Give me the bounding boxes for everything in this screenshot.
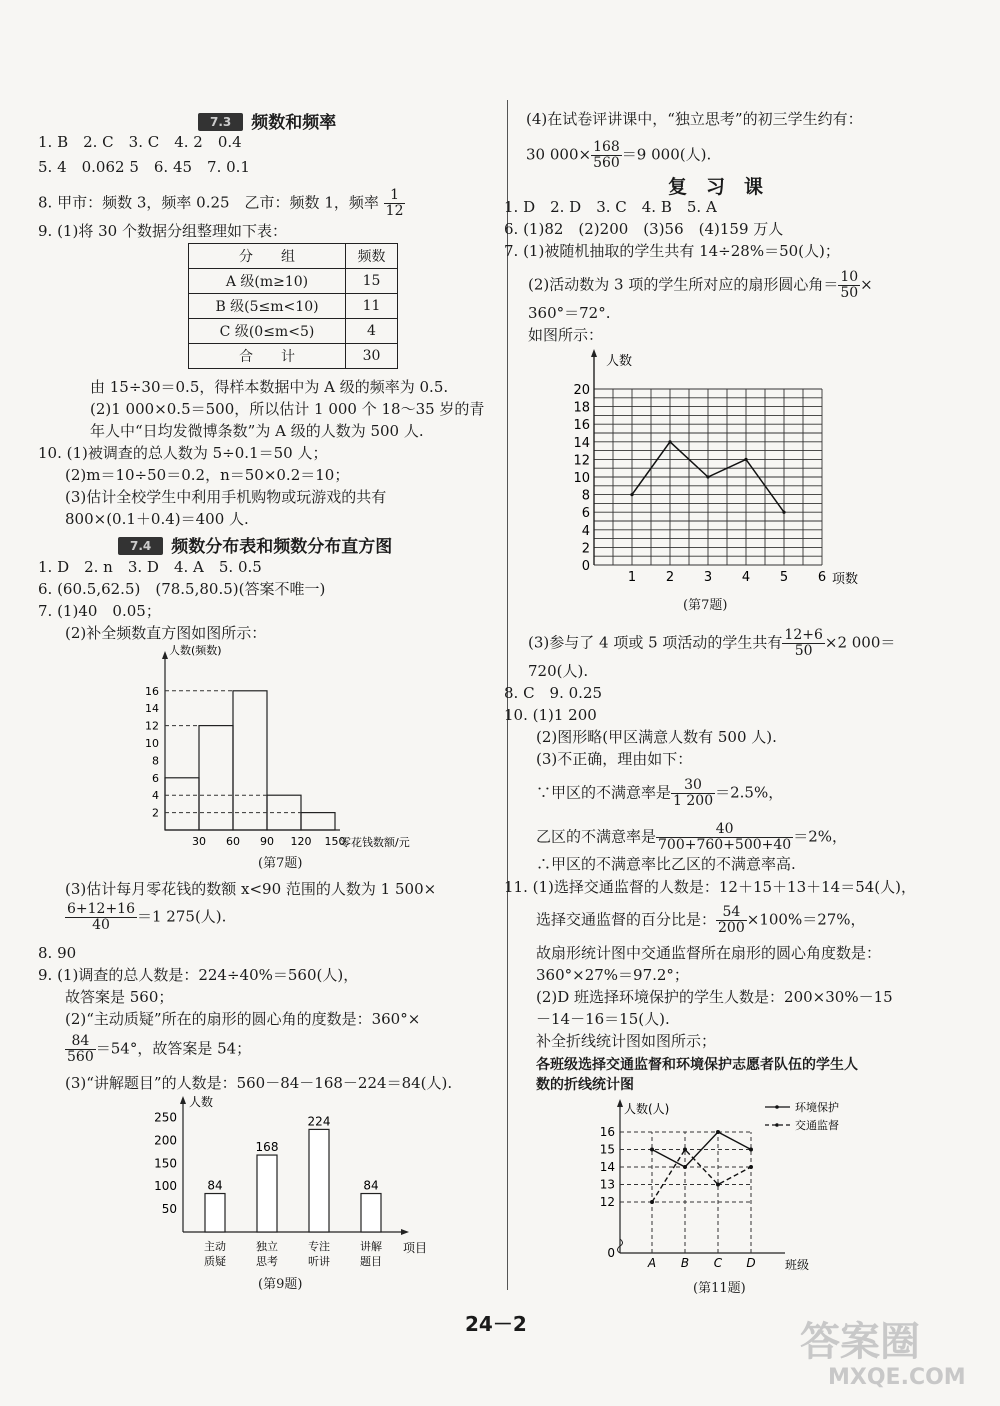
answer-line: 800×(0.1＋0.4)＝400 人. [65,510,249,528]
y-tick-label: 16 [599,1125,615,1139]
data-point [683,1148,687,1152]
y-tick-label: 12 [573,453,590,469]
y-tick-label: 12 [145,719,159,733]
chart-title: 各班级选择交通监督和环境保护志愿者队伍的学生人 [536,1057,858,1073]
series-line [652,1132,751,1167]
y-axis-arrow [162,651,168,659]
chart-title: 数的折线统计图 [536,1077,634,1093]
data-point [744,458,747,461]
answer-line [38,188,405,219]
answer-line: 由 15÷30＝0.5，得样本数据中为 A 级的频率为 0.5. [90,378,449,396]
line-chart-q7 [560,345,890,595]
numerator: 54 [716,905,747,921]
answer-line [528,270,873,301]
bar-value-label: 84 [363,1178,379,1193]
data-point [749,1148,753,1152]
y-tick-label: 2 [152,806,159,820]
fraction [716,905,747,936]
denominator: 560 [67,1049,94,1065]
y-tick-label: 13 [599,1177,615,1192]
numerator: 6+12+16 [67,901,135,917]
answer-line: (2)补全频数直方图如图所示： [65,624,267,642]
answer-line: 9. (1)调查的总人数是：224÷40%＝560(人)， [38,966,359,984]
x-tick-label: D [746,1256,756,1270]
table-row [189,344,398,369]
section-title: 频数和频率 [251,113,337,133]
x-tick-label: B [680,1256,690,1270]
answer-line: 6. (1)82 (2)200 (3)56 (4)159 万人 [504,220,784,238]
answer-line: (4)在试卷评讲课中，“独立思考”的初三学生约有： [526,110,863,128]
answer-line [536,905,866,936]
data-point [650,1148,654,1152]
answer-line: 故扇形统计图中交通监督所在扇形的圆心角度数是： [536,944,882,962]
answer-line: 补全折线统计图如图所示； [536,1032,717,1050]
y-tick-label: 200 [154,1133,177,1148]
fraction [65,1034,96,1065]
x-axis-label: 项目 [403,1241,428,1255]
answer-line: (3)“讲解题目”的人数是：560－84－168－224＝84(人). [65,1074,453,1092]
y-tick-label: 0 [581,559,590,574]
x-tick-label: 90 [260,835,274,848]
data-point [650,1200,654,1204]
table-cell: C 级(0≤m<5) [189,319,346,344]
legend-marker [775,1123,779,1127]
bar-chart-q9 [135,1092,455,1272]
denominator: 700+760+500+40 [658,837,792,853]
line-chart-q11 [590,1095,890,1280]
y-tick-label: 2 [581,541,590,557]
y-tick-label: 4 [152,789,159,803]
bar [309,1129,329,1232]
y-tick-label: 250 [154,1110,177,1125]
category-label: 讲解 [360,1240,382,1253]
answer-text: ＝1 275(人). [137,907,227,926]
y-tick-label: 100 [154,1179,177,1194]
table-cell: 30 [346,344,398,369]
x-tick-label: 2 [665,570,675,585]
y-axis-arrow [180,1096,186,1104]
section-heading-7-4 [118,532,392,557]
bar-value-label: 224 [307,1114,331,1129]
x-tick-label: 120 [290,835,312,848]
y-tick-label: 50 [161,1202,177,1217]
section-heading-7-3 [198,108,336,133]
bar [205,1194,225,1232]
answer-line: 如图所示： [528,326,604,344]
answer-line: 8. C 9. 0.25 [504,684,603,702]
x-tick-label: A [647,1256,657,1270]
y-tick-label: 14 [573,435,590,451]
histogram-chart [135,640,455,850]
fraction [656,822,793,853]
answer-line: 8. 90 [38,944,77,962]
table-header-cell: 分 组 [189,244,346,269]
y-tick-label: 16 [573,418,590,434]
data-point [706,475,709,478]
y-tick-label: 6 [152,771,159,785]
y-tick-label: 4 [581,523,590,539]
answer-line: －14－16＝15(人). [536,1010,670,1028]
table-cell: 合 计 [189,344,346,369]
answer-line: (2)D 班选择环境保护的学生人数是：200×30%－15 [536,988,893,1006]
data-point [749,1165,753,1169]
table-cell: 4 [346,319,398,344]
answer-text: ＝9 000(人). [621,145,712,164]
histogram-bar [199,726,233,830]
data-point [630,493,633,496]
answer-text: 8. 甲市：频数 3，频率 0.25 乙市：频数 1，频率 [38,193,379,212]
y-axis-label: 人数(频数) [169,644,222,657]
answer-line: 1. D 2. n 3. D 4. A 5. 0.5 [38,558,262,576]
fraction [591,140,622,171]
denominator: 12 [385,203,404,219]
y-axis-arrow [591,349,597,357]
x-tick-label: 3 [703,570,713,585]
histogram-bar [301,813,335,830]
table-row [189,294,398,319]
legend-label: 交通监督 [795,1119,839,1132]
answer-line: 1. D 2. D 3. C 4. B 5. A [504,198,717,216]
section-number-badge: 7.3 [198,113,243,131]
bar-value-label: 168 [255,1140,279,1155]
table-cell: 15 [346,269,398,294]
table-header-cell: 频数 [346,244,398,269]
answer-text: 乙区的不满意率是 [536,827,657,846]
y-tick-label: 16 [145,684,159,698]
fraction [838,270,860,301]
x-tick-label: 5 [779,570,789,585]
numerator: 40 [656,822,793,838]
figure-caption: (第7题) [683,598,728,613]
figure-caption: (第11题) [693,1281,746,1296]
numerator: 12+6 [784,627,823,643]
table-row [189,269,398,294]
bar-value-label: 84 [207,1178,223,1193]
histogram-bar [233,691,267,830]
answer-line: 11. (1)选择交通监督的人数是：12＋15＋13＋14＝54(人)， [504,878,917,896]
denominator: 1 200 [673,793,714,809]
table-header-row [189,244,398,269]
data-point [668,440,671,443]
section-title: 频数分布表和频数分布直方图 [171,537,393,557]
answer-line [65,902,226,933]
answer-line: 5. 4 0.062 5 6. 45 7. 0.1 [38,158,250,176]
data-point [716,1183,720,1187]
answer-line [65,1034,251,1065]
y-axis-label: 人数 [189,1095,214,1109]
answer-line [536,778,783,809]
y-tick-label: 8 [581,488,590,504]
x-tick-label: 150 [324,835,346,848]
y-tick-label: 8 [152,754,159,768]
x-axis-arrow [401,1229,409,1235]
category-label: 独立 [256,1240,278,1253]
answer-text: ＝2.5%， [715,783,784,802]
category-label: 听讲 [308,1255,330,1268]
answer-line: (3)不正确，理由如下： [536,750,693,768]
table-cell: 11 [346,294,398,319]
watermark-logo: 答案圈 [800,1319,920,1365]
y-tick-label: 14 [145,702,159,716]
category-label: 质疑 [204,1255,226,1268]
y-tick-label: 0 [607,1246,615,1260]
answer-line [528,628,895,659]
table-row [189,319,398,344]
y-tick-label: 6 [581,506,590,522]
table-cell: A 级(m≥10) [189,269,346,294]
table-cell: B 级(5≤m<10) [189,294,346,319]
answer-line: 360°×27%＝97.2°； [536,966,689,984]
answer-text: (2)活动数为 3 项的学生所对应的扇形圆心角＝ [528,275,839,294]
answer-line: 720(人). [528,662,589,680]
category-label: 题目 [360,1255,382,1268]
answer-line: ∴甲区的不满意率比乙区的不满意率高. [536,855,796,873]
answer-text: 选择交通监督的百分比是： [536,910,717,929]
y-tick-label: 20 [573,383,590,398]
answer-line: 9. (1)将 30 个数据分组整理如下表： [38,222,287,240]
numerator: 1 [384,188,406,204]
answer-line: (2)图形略(甲区满意人数有 500 人). [536,728,777,746]
answer-line: 年人中“日均发微博条数”为 A 级的人数为 500 人. [90,422,424,440]
y-tick-label: 12 [599,1195,615,1209]
denominator: 200 [718,920,745,936]
section-heading-review: 复 习 课 [668,176,764,198]
page-number: 24－2 [465,1312,527,1336]
x-tick-label: 6 [817,570,827,585]
y-tick-label: 150 [154,1156,177,1171]
answer-text: ×2 000＝ [824,633,896,652]
category-label: 专注 [308,1240,330,1253]
answer-line: 1. B 2. C 3. C 4. 2 0.4 [38,133,242,151]
answer-line: 360°＝72°. [528,304,611,322]
y-axis-label: 人数(人) [624,1102,670,1116]
legend-marker [775,1105,779,1109]
bar [361,1194,381,1232]
y-axis-label: 人数 [606,354,633,369]
answer-line: (2)“主动质疑”所在的扇形的圆心角的度数是：360°× [65,1010,421,1028]
answer-line: 7. (1)40 0.05； [38,602,161,620]
watermark-url: MXQE.COM [828,1365,966,1390]
x-tick-label: C [713,1256,723,1270]
fraction [65,902,137,933]
fraction [671,778,715,809]
y-axis-arrow [617,1099,623,1107]
answer-line: (3)估计全校学生中利用手机购物或玩游戏的共有 [65,488,387,506]
y-tick-label: 10 [573,471,590,486]
answer-line [536,822,847,853]
numerator: 10 [840,269,859,285]
answer-line: 故答案是 560； [65,988,174,1006]
answer-line: 7. (1)被随机抽取的学生共有 14÷28%＝50(人)； [504,242,840,260]
fraction [384,188,406,219]
data-point [782,511,785,514]
denominator: 50 [794,643,813,659]
fraction [782,628,824,659]
figure-caption: (第9题) [258,1277,303,1292]
x-axis-label: 零花钱数额/元 [340,836,410,849]
answer-text: (3)参与了 4 项或 5 项活动的学生共有 [528,633,783,652]
x-tick-label: 60 [226,835,240,848]
denominator: 560 [593,155,620,171]
answer-line: 10. (1)1 200 [504,706,597,724]
section-number-badge: 7.4 [118,537,163,555]
answer-line [526,140,711,171]
figure-caption: (第7题) [258,856,303,871]
denominator: 50 [840,285,859,301]
x-tick-label: 30 [192,835,206,848]
x-axis-label: 班级 [785,1258,810,1272]
numerator: 30 [671,778,715,794]
category-label: 思考 [256,1255,278,1268]
y-tick-label: 10 [145,737,159,750]
answer-text: ＝54°，故答案是 54； [95,1039,252,1058]
data-point [683,1165,687,1169]
histogram-bar [165,778,199,830]
data-point [716,1130,720,1134]
answer-text: ＝2%， [793,827,847,846]
bar [257,1155,277,1232]
legend-label: 环境保护 [795,1101,839,1114]
numerator: 84 [65,1034,96,1050]
numerator: 168 [593,139,620,155]
category-label: 主动 [204,1240,226,1253]
denominator: 40 [92,917,110,933]
answer-line: 6. (60.5,62.5) (78.5,80.5)(答案不唯一) [38,580,326,598]
x-axis-label: 项数 [832,572,859,587]
answer-line: 10. (1)被调查的总人数为 5÷0.1＝50 人； [38,444,328,462]
y-tick-label: 15 [599,1142,615,1157]
y-tick-label: 14 [599,1160,615,1174]
answer-text: ∵甲区的不满意率是 [536,783,672,802]
x-tick-label: 1 [627,570,637,585]
answer-text: × [860,275,873,294]
answer-line: (3)估计每月零花钱的数额 x<90 范围的人数为 1 500× [65,880,437,898]
frequency-table [188,243,398,369]
y-tick-label: 18 [573,400,590,416]
answer-line: (2)m＝10÷50＝0.2，n＝50×0.2＝10； [65,466,350,484]
answer-line: (2)1 000×0.5＝500，所以估计 1 000 个 18～35 岁的青 [90,400,485,418]
answer-text: 30 000× [526,145,592,164]
answer-text: ×100%＝27%， [746,910,866,929]
x-tick-label: 4 [741,570,751,585]
